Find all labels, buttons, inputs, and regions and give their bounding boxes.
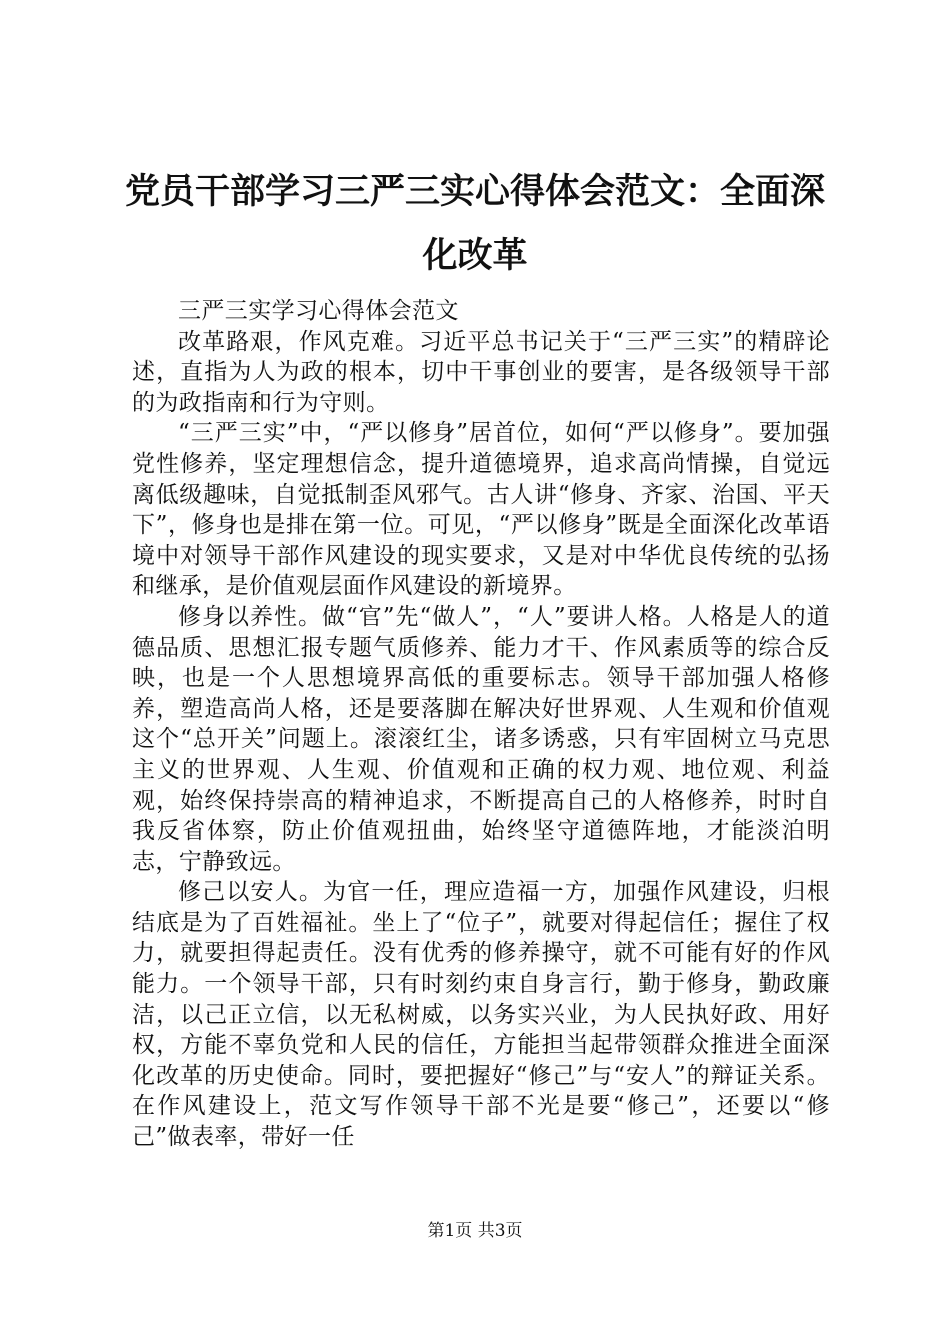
- document-body: [132, 296, 830, 1153]
- document-title: 党员干部学习三严三实心得体会范文：全面深化改革: [124, 172, 825, 276]
- document-subtitle: 三严三实学习心得体会范文: [178, 298, 459, 324]
- page-number-footer: 第1页 共3页: [427, 1221, 523, 1241]
- paragraph-1: 改革路艰，作风克难。习近平总书记关于“三严三实”的精辟论述，直指为人为政的根本，切中干事创业的要害，是各级领导干部的为政指南和行为守则。: [132, 328, 830, 416]
- paragraph-3: 修身以养性。做“官”先“做人”，“人”要讲人格。人格是人的道德品质、思想汇报专题气质修养、能力才干、作风素质等的综合反映，也是一个人思想境界高低的重要标志。领导干部加强人格修养，塑造高尚人格，还是要落脚在解决好世界观、人生观和价值观这个“总开关”问题上。滚滚红尘，诸多诱惑，只有牢固树立马克思主义的世界观、人生观、价值观和正确的权力观、地位观、利益观，始终保持崇高的精神追求，不断提高自己的人格修养，时时自我反省体察，防止价值观扭曲，始终坚守道德阵地，才能淡泊明志，宁静致远。: [132, 603, 830, 875]
- paragraph-2: “三严三实”中，“严以修身”居首位，如何“严以修身”。要加强党性修养，坚定理想信念，提升道德境界，追求高尚情操，自觉远离低级趣味，自觉抵制歪风邪气。古人讲“修身、齐家、治国、平天下”，修身也是排在第一位。可见，“严以修身”既是全面深化改革语境中对领导干部作风建设的现实要求，又是对中华优良传统的弘扬和继承，是价值观层面作风建设的新境界。: [132, 420, 830, 600]
- paragraph-4: 修己以安人。为官一任，理应造福一方，加强作风建设，归根结底是为了百姓福祉。坐上了“位子”，就要对得起信任；握住了权力，就要担得起责任。没有优秀的修养操守，就不可能有好的作风能力。一个领导干部，只有时刻约束自身言行，勤于修身，勤政廉洁，以己正立信，以无私树威，以务实兴业，为人民执好政、用好权，方能不辜负党和人民的信任，方能担当起带领群众推进全面深化改革的历史使命。同时，要把握好“修己”与“安人”的辩证关系。在作风建设上，范文写作领导干部不光是要“修己”，还要以“修己”做表率，带好一任: [132, 879, 830, 1151]
